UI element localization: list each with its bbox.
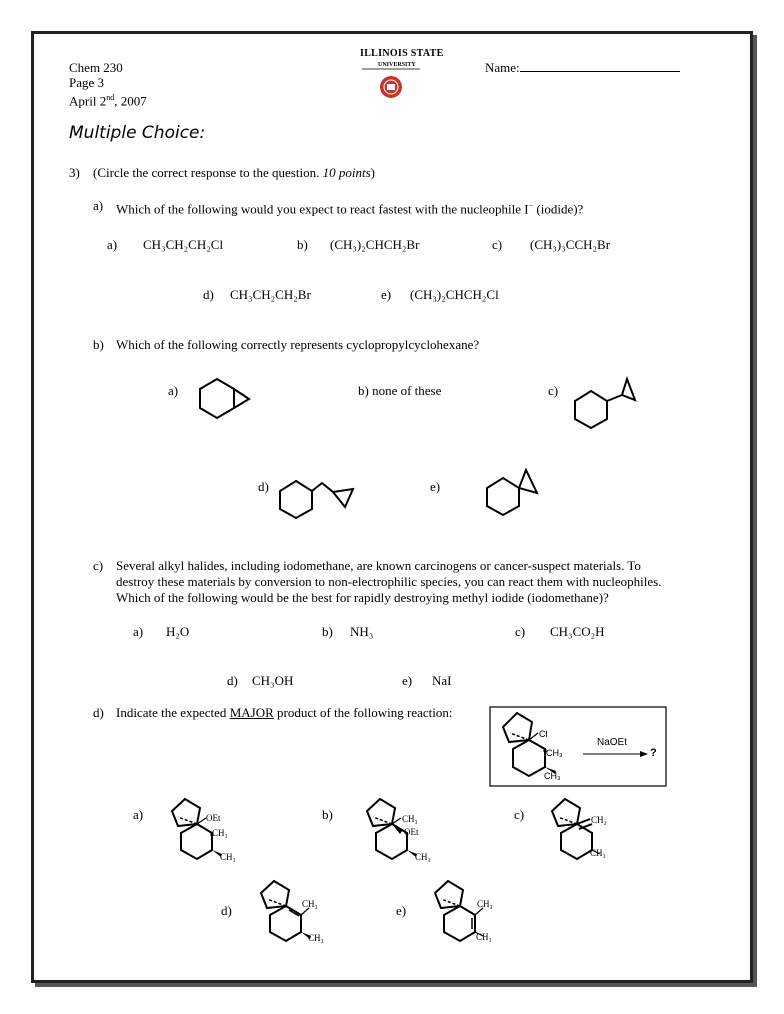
option-c-letter[interactable]: c) (492, 237, 503, 252)
option-b-letter[interactable]: b) (297, 237, 308, 252)
product-d-label-1: CH₃ (302, 899, 318, 909)
option-c-d-formula[interactable]: CH₃OH (252, 673, 294, 688)
option-c-formula[interactable]: (CH₃)₃CCH₂Br (530, 237, 611, 252)
product-a-label-2: CH₃ (212, 828, 228, 838)
part-d-label: d) (93, 705, 104, 720)
product-b-structure (367, 799, 407, 859)
product-e-structure (435, 881, 475, 941)
product-a-label-1: OEt (206, 813, 221, 823)
option-a-letter[interactable]: a) (107, 237, 118, 252)
product-c-label-2: CH₃ (590, 848, 606, 858)
part-b-question: Which of the following correctly represents cyclopropylcyclohexane? (116, 337, 480, 352)
option-d-c-letter[interactable]: c) (514, 807, 525, 822)
page-number: Page 3 (69, 75, 105, 90)
part-a-label: a) (93, 198, 104, 213)
product-c-label-1: CH₂ (591, 815, 607, 825)
option-e-formula[interactable]: (CH₃)₂CHCH₂Cl (410, 287, 499, 302)
exam-date: April 2nd, 2007 (69, 93, 147, 109)
option-c-c-letter[interactable]: c) (515, 624, 526, 639)
reactant-ch3-label-a: CH₃ (546, 748, 563, 758)
option-c-e-letter[interactable]: e) (402, 673, 413, 688)
option-b-c-letter[interactable]: c) (548, 383, 559, 398)
option-e-letter[interactable]: e) (381, 287, 392, 302)
option-d-e-letter[interactable]: e) (396, 903, 407, 918)
product-d-structure (261, 881, 301, 941)
option-c-a-formula[interactable]: H₂O (166, 624, 190, 639)
option-b-e-letter[interactable]: e) (430, 479, 441, 494)
reagent-label: NaOEt (597, 737, 628, 748)
option-b-a-letter[interactable]: a) (168, 383, 179, 398)
product-b-label-2: OEt (404, 827, 419, 837)
option-c-a-letter[interactable]: a) (133, 624, 144, 639)
product-b-label-1: CH₃ (402, 814, 418, 824)
part-d-question: Indicate the expected MAJOR product of the following reaction: (116, 705, 453, 720)
product-c-structure (552, 799, 592, 859)
part-c-line1: Several alkyl halides, including iodomethane, are known carcinogens or cancer-suspect materials. To (116, 558, 641, 573)
product-b-label-3: CH₃ (415, 852, 431, 862)
product-a-structure (172, 799, 212, 859)
part-c-label: c) (93, 558, 104, 573)
product-unknown: ? (650, 747, 657, 759)
question-instruction: (Circle the correct response to the question. 10 points) (93, 165, 375, 180)
reactant-ch3-label-b: CH₃ (544, 771, 561, 781)
option-c-c-formula[interactable]: CH₃CO₂H (550, 624, 605, 639)
product-e-label-1: CH₃ (477, 899, 493, 909)
product-d-label-2: CH₃ (308, 933, 324, 943)
part-b-label: b) (93, 337, 104, 352)
option-c-d-letter[interactable]: d) (227, 673, 238, 688)
part-c-line3: Which of the following would be the best for rapidly destroying methyl iodide (iodomethane)? (116, 590, 609, 605)
name-field[interactable]: Name: (485, 60, 680, 75)
university-subtitle: UNIVERSITY (378, 62, 416, 68)
part-c-line2: destroy these materials by conversion to non-electrophilic species, you can react them with nucleophiles. (116, 574, 662, 589)
option-b-formula[interactable]: (CH₃)₂CHCH₂Br (330, 237, 420, 252)
option-c-e-formula[interactable]: NaI (432, 673, 452, 688)
reactant-cl-label: Cl (539, 729, 548, 739)
part-a-question: Which of the following would you expect to react fastest with the nucleophile I− (iodide)? (116, 201, 584, 217)
product-e-label-2: CH₃ (476, 932, 492, 942)
option-d-d-letter[interactable]: d) (221, 903, 232, 918)
option-c-b-formula[interactable]: NH₃ (350, 624, 374, 639)
university-name: ILLINOIS STATE (360, 48, 444, 59)
option-d-a-letter[interactable]: a) (133, 807, 144, 822)
option-b-b-text[interactable]: b) none of these (358, 383, 442, 398)
section-title: Multiple Choice: (69, 123, 206, 143)
option-d-formula[interactable]: CH₃CH₂CH₂Br (230, 287, 311, 302)
option-b-d-letter[interactable]: d) (258, 479, 269, 494)
option-a-formula[interactable]: CH₃CH₂CH₂Cl (143, 237, 224, 252)
option-c-b-letter[interactable]: b) (322, 624, 333, 639)
course-name: Chem 230 (69, 60, 123, 75)
option-d-letter[interactable]: d) (203, 287, 214, 302)
option-d-b-letter[interactable]: b) (322, 807, 333, 822)
question-number: 3) (69, 165, 80, 180)
product-a-label-3: CH₃ (220, 852, 236, 862)
